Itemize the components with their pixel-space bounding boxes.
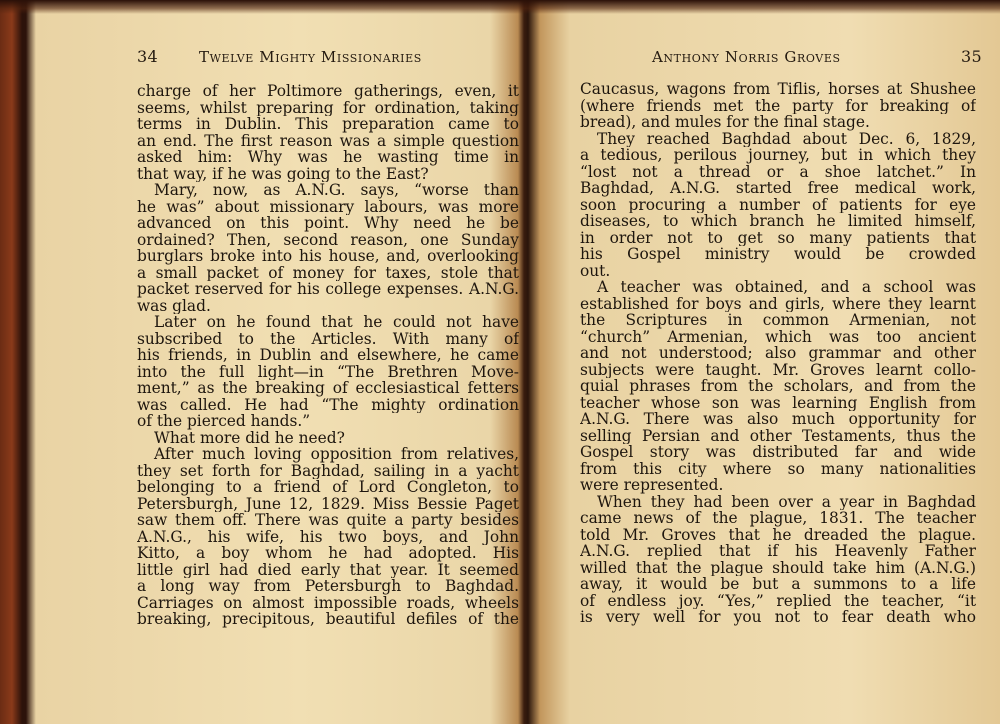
text-line: subjects were taught. Mr. Groves learnt collo- (580, 361, 976, 378)
text-line: were represented. (580, 477, 724, 494)
left-page-header (137, 47, 523, 69)
text-line: Gospel story was distributed far and wide (580, 444, 976, 461)
text-line: After much loving opposition from relatives, (154, 446, 519, 463)
text-line: ordained? Then, second reason, one Sunday (137, 231, 519, 248)
text-line: quial phrases from the scholars, and from the (580, 378, 976, 395)
text-line: of endless joy. “Yes,” replied the teacher, “it (580, 592, 976, 609)
text-line: they set forth for Baghdad, sailing in a yacht (137, 462, 519, 479)
text-line: Baghdad, A.N.G. started free medical work, (580, 180, 976, 197)
text-line: his Gospel ministry would be crowded (580, 246, 976, 263)
right-page (530, 0, 1000, 724)
text-line: diseases, to which branch he limited himself, (580, 213, 976, 230)
text-line: a small packet of money for taxes, stole that (137, 264, 519, 281)
right-page-header (652, 47, 982, 69)
running-head: Twelve Mighty Missionaries (199, 48, 422, 66)
text-line: “church” Armenian, which was too ancient (580, 328, 976, 345)
text-line: A.N.G., his wife, his two boys, and John (137, 528, 519, 545)
text-line: Later on he found that he could not have (154, 314, 519, 331)
text-line: bread), and mules for the final stage. (580, 114, 870, 131)
text-line: the Scriptures in common Armenian, not (580, 312, 976, 329)
text-line: soon procuring a number of patients for eye (580, 196, 976, 213)
page-number: 35 (961, 47, 982, 66)
page-number: 34 (137, 47, 158, 66)
text-line: When they had been over a year in Baghdad (597, 493, 976, 510)
right-page-body-text (580, 81, 976, 626)
text-line: that way, if he was going to the East? (137, 165, 429, 182)
text-line: selling Persian and other Testaments, thus the (580, 427, 976, 444)
text-line: a long way from Petersburgh to Baghdad. (137, 578, 519, 595)
text-line: burglars broke into his house, and, overlooking (137, 248, 519, 265)
text-line: Carriages on almost impossible roads, wheels (137, 594, 519, 611)
text-line: little girl had died early that year. It seemed (137, 561, 519, 578)
text-line: They reached Baghdad about Dec. 6, 1829, (597, 130, 976, 147)
text-line: his friends, in Dublin and elsewhere, he came (137, 347, 519, 364)
text-line: A.N.G. There was also much opportunity for (580, 411, 976, 428)
text-line: teacher whose son was learning English from (580, 394, 976, 411)
text-line: ment,” as the breaking of ecclesiastical fetters (137, 380, 519, 397)
text-line: willed that the plague should take him (A.N.G.) (580, 559, 976, 576)
text-line: Caucasus, wagons from Tiflis, horses at Shushee (580, 81, 976, 98)
text-line: was glad. (137, 297, 211, 314)
text-line: asked him: Why was he wasting time in (137, 149, 519, 166)
text-line: subscribed to the Articles. With many of (137, 330, 519, 347)
text-line: out. (580, 262, 611, 279)
text-line: is very well for you not to fear death who (580, 609, 976, 626)
left-page (30, 0, 525, 724)
text-line: in order not to get so many patients that (580, 229, 976, 246)
text-line: he was” about missionary labours, was more (137, 198, 519, 215)
text-line: A teacher was obtained, and a school was (597, 279, 976, 296)
text-line: came news of the plague, 1831. The teacher (580, 510, 976, 527)
text-line: What more did he need? (154, 429, 345, 446)
text-line: and not understood; also grammar and other (580, 345, 976, 362)
text-line: saw them off. There was quite a party besides (137, 512, 519, 529)
text-line: packet reserved for his college expenses. A.N.G. (137, 281, 519, 298)
text-line: an end. The first reason was a simple question (137, 132, 519, 149)
text-line: established for boys and girls, where they learnt (580, 295, 976, 312)
text-line: advanced on this point. Why need he be (137, 215, 519, 232)
left-page-body-text (137, 83, 519, 628)
text-line: Petersburgh, June 12, 1829. Miss Bessie Paget (137, 495, 519, 512)
text-line: a tedious, perilous journey, but in which they (580, 147, 976, 164)
text-line: told Mr. Groves that he dreaded the plague. (580, 526, 976, 543)
text-line: away, it would be but a summons to a life (580, 576, 976, 593)
text-line: “lost not a thread or a shoe latchet.” In (580, 163, 976, 180)
text-line: into the full light—in “The Brethren Move- (137, 363, 519, 380)
text-line: seems, whilst preparing for ordination, taking (137, 99, 519, 116)
text-line: terms in Dublin. This preparation came to (137, 116, 519, 133)
text-line: Mary, now, as A.N.G. says, “worse than (154, 182, 519, 199)
running-head: Anthony Norris Groves (652, 48, 841, 66)
text-line: belonging to a friend of Lord Congleton, to (137, 479, 519, 496)
text-line: was called. He had “The mighty ordination (137, 396, 519, 413)
text-line: of the pierced hands.” (137, 413, 311, 430)
text-line: (where friends met the party for breaking of (580, 97, 976, 114)
text-line: A.N.G. replied that if his Heavenly Father (580, 543, 976, 560)
text-line: Kitto, a boy whom he had adopted. His (137, 545, 519, 562)
text-line: charge of her Poltimore gatherings, even, it (137, 83, 519, 100)
text-line: from this city where so many nationalities (580, 460, 976, 477)
text-line: breaking, precipitous, beautiful defiles of the (137, 611, 519, 628)
